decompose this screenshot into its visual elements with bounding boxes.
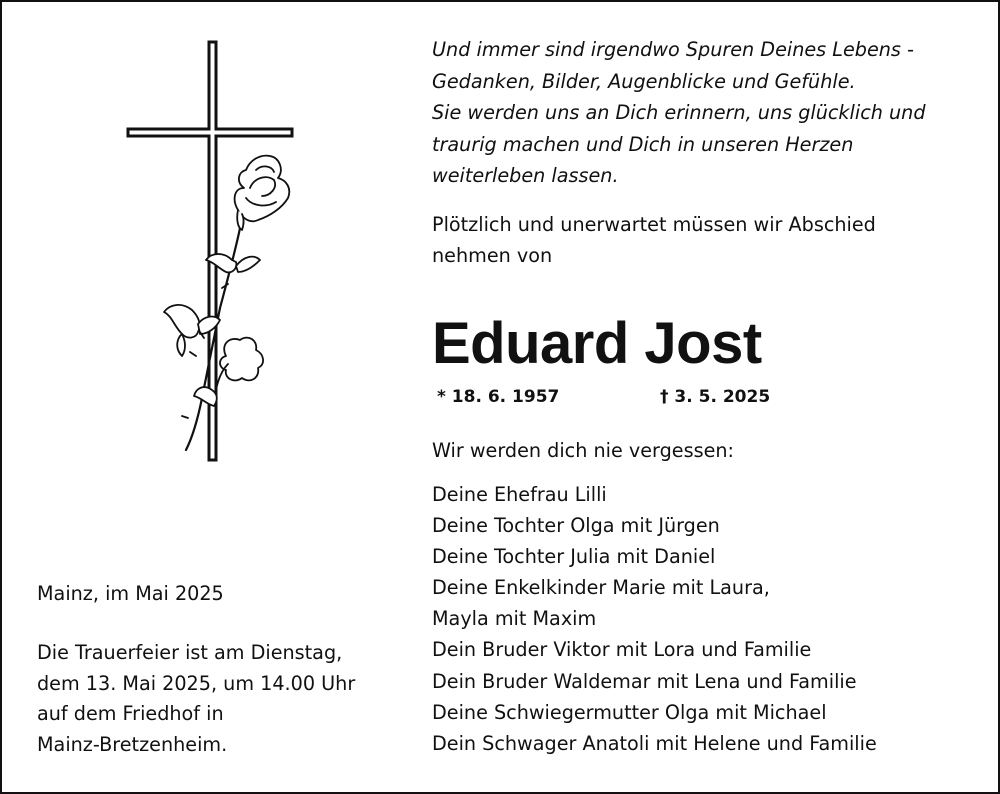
funeral-line: dem 13. Mai 2025, um 14.00 Uhr: [37, 671, 356, 695]
place-date: Mainz, im Mai 2025: [37, 582, 224, 605]
list-item: Deine Tochter Olga mit Jürgen: [432, 514, 720, 538]
remember-line: Wir werden dich nie vergessen:: [432, 439, 734, 462]
farewell-intro: [432, 209, 972, 271]
funeral-info: [37, 638, 355, 760]
poem-line: traurig machen und Dich in unseren Herzen: [432, 132, 854, 156]
poem-line: weiterleben lassen.: [432, 164, 619, 188]
intro-line: nehmen von: [432, 243, 553, 267]
death-date: † 3. 5. 2025: [660, 387, 771, 407]
family-list: [432, 479, 877, 759]
list-item: Dein Bruder Waldemar mit Lena und Familie: [432, 669, 857, 693]
poem-line: Gedanken, Bilder, Augenblicke und Gefühle.: [432, 69, 856, 93]
birth-date: * 18. 6. 1957: [437, 387, 560, 407]
list-item: Deine Ehefrau Lilli: [432, 483, 607, 506]
cross-with-rose-illustration: [120, 38, 300, 468]
list-item: Deine Enkelkinder Marie mit Laura,: [432, 576, 770, 600]
funeral-line: Mainz-Bretzenheim.: [37, 732, 228, 756]
list-item: Deine Tochter Julia mit Daniel: [432, 545, 716, 569]
list-item: Deine Schwiegermutter Olga mit Michael: [432, 700, 827, 724]
poem-verse: [432, 34, 972, 192]
funeral-line: Die Trauerfeier ist am Dienstag,: [37, 641, 343, 664]
list-item: Dein Bruder Viktor mit Lora und Familie: [432, 638, 812, 662]
funeral-line: auf dem Friedhof in: [37, 702, 224, 725]
list-item: Dein Schwager Anatoli mit Helene und Familie: [432, 731, 877, 755]
poem-line: Sie werden uns an Dich erinnern, uns glücklich und: [432, 101, 926, 125]
deceased-name: Eduard Jost: [432, 311, 762, 376]
intro-line: Plötzlich und unerwartet müssen wir Abschied: [432, 212, 876, 236]
list-item: Mayla mit Maxim: [432, 607, 597, 631]
poem-line: Und immer sind irgendwo Spuren Deines Lebens -: [432, 38, 914, 61]
rose-icon: [164, 156, 289, 450]
main-text-column: [432, 34, 972, 271]
